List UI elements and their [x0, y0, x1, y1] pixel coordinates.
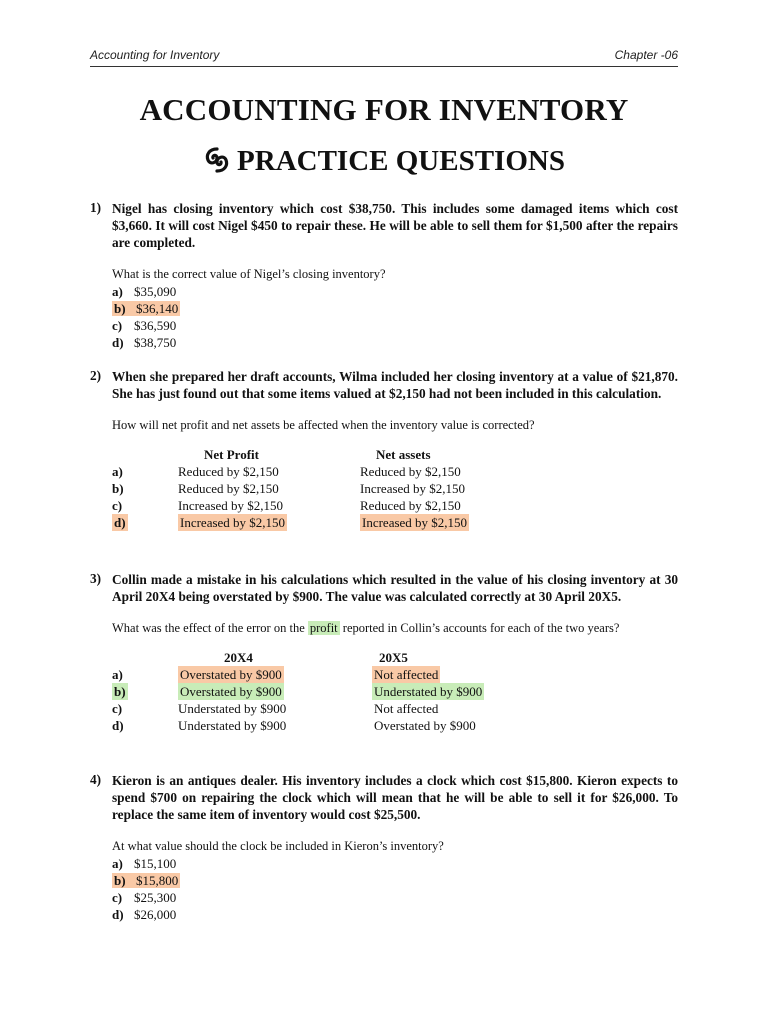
question-text: When she prepared her draft accounts, Wilma included her closing inventory at a value of $21,870. She has just found out that some items valued at $2,150 had not been included in this calculation. [112, 369, 678, 401]
page-subtitle-row [0, 145, 768, 178]
header-left: Accounting for Inventory [90, 48, 220, 62]
header-right: Chapter -06 [614, 48, 678, 62]
question-number: 4) [90, 772, 102, 787]
table-row: a) Reduced by $2,150 Reduced by $2,150 [112, 464, 461, 479]
table-row-correct: d) Increased by $2,150 Increased by $2,150 [114, 515, 468, 530]
question-number: 1) [90, 200, 102, 215]
column-header: Net Profit [204, 447, 259, 462]
column-header: Net assets [376, 447, 431, 462]
question-text: Nigel has closing inventory which cost $38,750. This includes some damaged items which cost $3,660. It will cost Nigel $450 to repair these. He will be able to sell them for $1,500 after the repairs are completed. [112, 201, 678, 250]
column-header: 20X4 [224, 650, 253, 665]
table-row: b) Reduced by $2,150 Increased by $2,150 [112, 481, 466, 496]
option-d: d) $38,750 [112, 335, 177, 350]
question-4 [90, 772, 678, 923]
subtitle-text: PRACTICE QUESTIONS [237, 145, 565, 177]
question-number: 3) [90, 571, 102, 586]
table-row-correct: b) Overstated by $900 Understated by $900 [114, 684, 483, 699]
question-text: Kieron is an antiques dealer. His inventory includes a clock which cost $15,800. Kieron expects to spend $700 on repairing the clock which will mean that he will be able to sell it for $26,000. To replace the same item of inventory would cost $25,500. [112, 773, 678, 822]
page-header [90, 44, 678, 67]
question-prompt: How will net profit and net assets be affected when the inventory value is corrected? [112, 418, 535, 432]
option-c: c) $25,300 [112, 890, 177, 905]
table-row: d) Understated by $900 Overstated by $900 [112, 718, 476, 733]
column-header: 20X5 [379, 650, 408, 665]
question-2 [90, 368, 678, 531]
option-a: a) $15,100 [112, 856, 177, 871]
swirl-logo-icon [203, 146, 231, 174]
question-3 [90, 571, 678, 734]
table-row: c) Understated by $900 Not affected [112, 701, 439, 716]
option-b-correct: b) $36,140 [114, 301, 179, 316]
question-text: Collin made a mistake in his calculations which resulted in the value of his closing inventory at 30 April 20X4 being overstated by $900. The value was calculated correctly at 30 April 20X5. [112, 572, 678, 604]
answer-table [112, 649, 678, 734]
question-prompt: At what value should the clock be included in Kieron’s inventory? [112, 839, 444, 853]
page-title: ACCOUNTING FOR INVENTORY [139, 92, 629, 127]
table-row: a) Overstated by $900 Not affected [112, 667, 439, 682]
question-number: 2) [90, 368, 102, 383]
option-b-correct: b) $15,800 [114, 873, 179, 888]
option-a: a) $35,090 [112, 284, 177, 299]
highlight-profit: profit [309, 621, 338, 635]
question-1 [90, 200, 678, 351]
answer-table [112, 446, 678, 531]
question-prompt: What is the correct value of Nigel’s closing inventory? [112, 267, 386, 281]
table-row: c) Increased by $2,150 Reduced by $2,150 [112, 498, 461, 513]
option-c: c) $36,590 [112, 318, 177, 333]
question-prompt: What was the effect of the error on the profit reported in Collin’s accounts for each of the two years? [112, 621, 620, 635]
option-d: d) $26,000 [112, 907, 177, 922]
